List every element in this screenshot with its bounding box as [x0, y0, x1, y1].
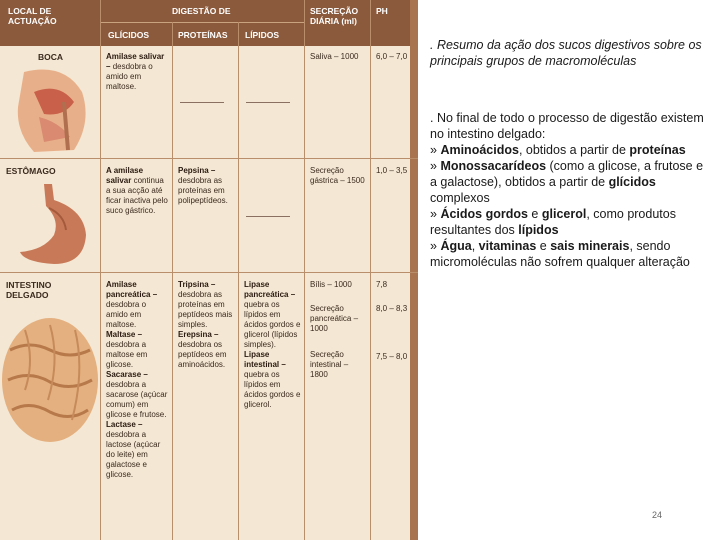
page-number: 24 — [652, 510, 663, 520]
intestino-secrecao-bilis: Bílis – 1000 — [310, 280, 352, 289]
boca-ph: 6,0 – 7,0 — [376, 52, 408, 61]
intestino-glicidos: Amilase pancreática – desdobra o amido em maltose. Maltase – desdobra a maltose em glicose. Sacarase – desdobra a sacarose (açúcar comum) em glicose e frutose. Lactase – desdobra a lactose (açúcar do leite) em galactose e glicose. — [106, 280, 168, 479]
header-digestao: DIGESTÃO DE — [172, 6, 231, 16]
intestino-ph-2: 8,0 – 8,3 — [376, 304, 408, 313]
header-lipidos: LÍPIDOS — [245, 30, 280, 40]
organ-boca: BOCA — [38, 52, 64, 62]
header-ph: PH — [376, 6, 388, 16]
estomago-ph: 1,0 – 3,5 — [376, 166, 408, 175]
header-local: LOCAL DE ACTUAÇÃO — [8, 6, 57, 26]
summary-title: . Resumo da ação dos sucos digestivos sobre os principais grupos de macromoléculas — [430, 38, 702, 68]
intestino-ph-3: 7,5 – 8,0 — [376, 352, 408, 361]
organ-intestino: INTESTINO DELGADO — [6, 280, 52, 300]
boca-glicidos: Amilase salivar – desdobra o amido em maltose. — [106, 52, 165, 91]
estomago-secrecao: Secreção gástrica – 1500 — [310, 166, 365, 185]
stomach-illustration-icon — [4, 180, 96, 268]
intestino-lipidos: Lipase pancreática – quebra os lípidos em ácidos gordos e glicerol (lípidos simples). Lipase intestinal – quebra os lípidos em ácidos gordos e glicerol. — [244, 280, 301, 409]
intestine-illustration-icon — [0, 310, 100, 450]
header-proteinas: PROTEÍNAS — [178, 30, 228, 40]
header-glicidos: GLÍCIDOS — [108, 30, 150, 40]
organ-estomago: ESTÔMAGO — [6, 166, 56, 176]
intestino-secrecao-intestinal: Secreção intestinal – 1800 — [310, 350, 349, 379]
intestino-secrecao-pancreatica: Secreção pancreática – 1000 — [310, 304, 359, 333]
table-header — [0, 0, 418, 46]
estomago-proteinas: Pepsina – desdobra as proteínas em polipeptídeos. — [178, 166, 228, 205]
intestino-proteinas: Tripsina – desdobra as proteínas em peptídeos mais simples. Erepsina – desdobra os peptídeos em aminoácidos. — [178, 280, 233, 369]
mouth-illustration-icon — [4, 62, 96, 154]
summary-body: . No final de todo o processo de digestão existem no intestino delgado: » Aminoácidos, obtidos a partir de proteínas » Monossacarídeos (como a glicose, a frutose e a galactose), obtidos a partir de glícidos complexos » Ácidos gordos e glicerol, como produtos resultantes dos lípidos » Água, vitaminas e sais minerais, sendo micromoléculas não sofrem qualquer alteração — [430, 111, 704, 269]
boca-secrecao: Saliva – 1000 — [310, 52, 359, 61]
intestino-ph-1: 7,8 — [376, 280, 388, 289]
estomago-glicidos: A amilase salivar continua a sua acção até ficar inactiva pelo suco gástrico. — [106, 166, 168, 215]
summary-text-panel — [430, 0, 715, 540]
header-secrecao: SECREÇÃO DIÁRIA (ml) — [310, 6, 359, 26]
